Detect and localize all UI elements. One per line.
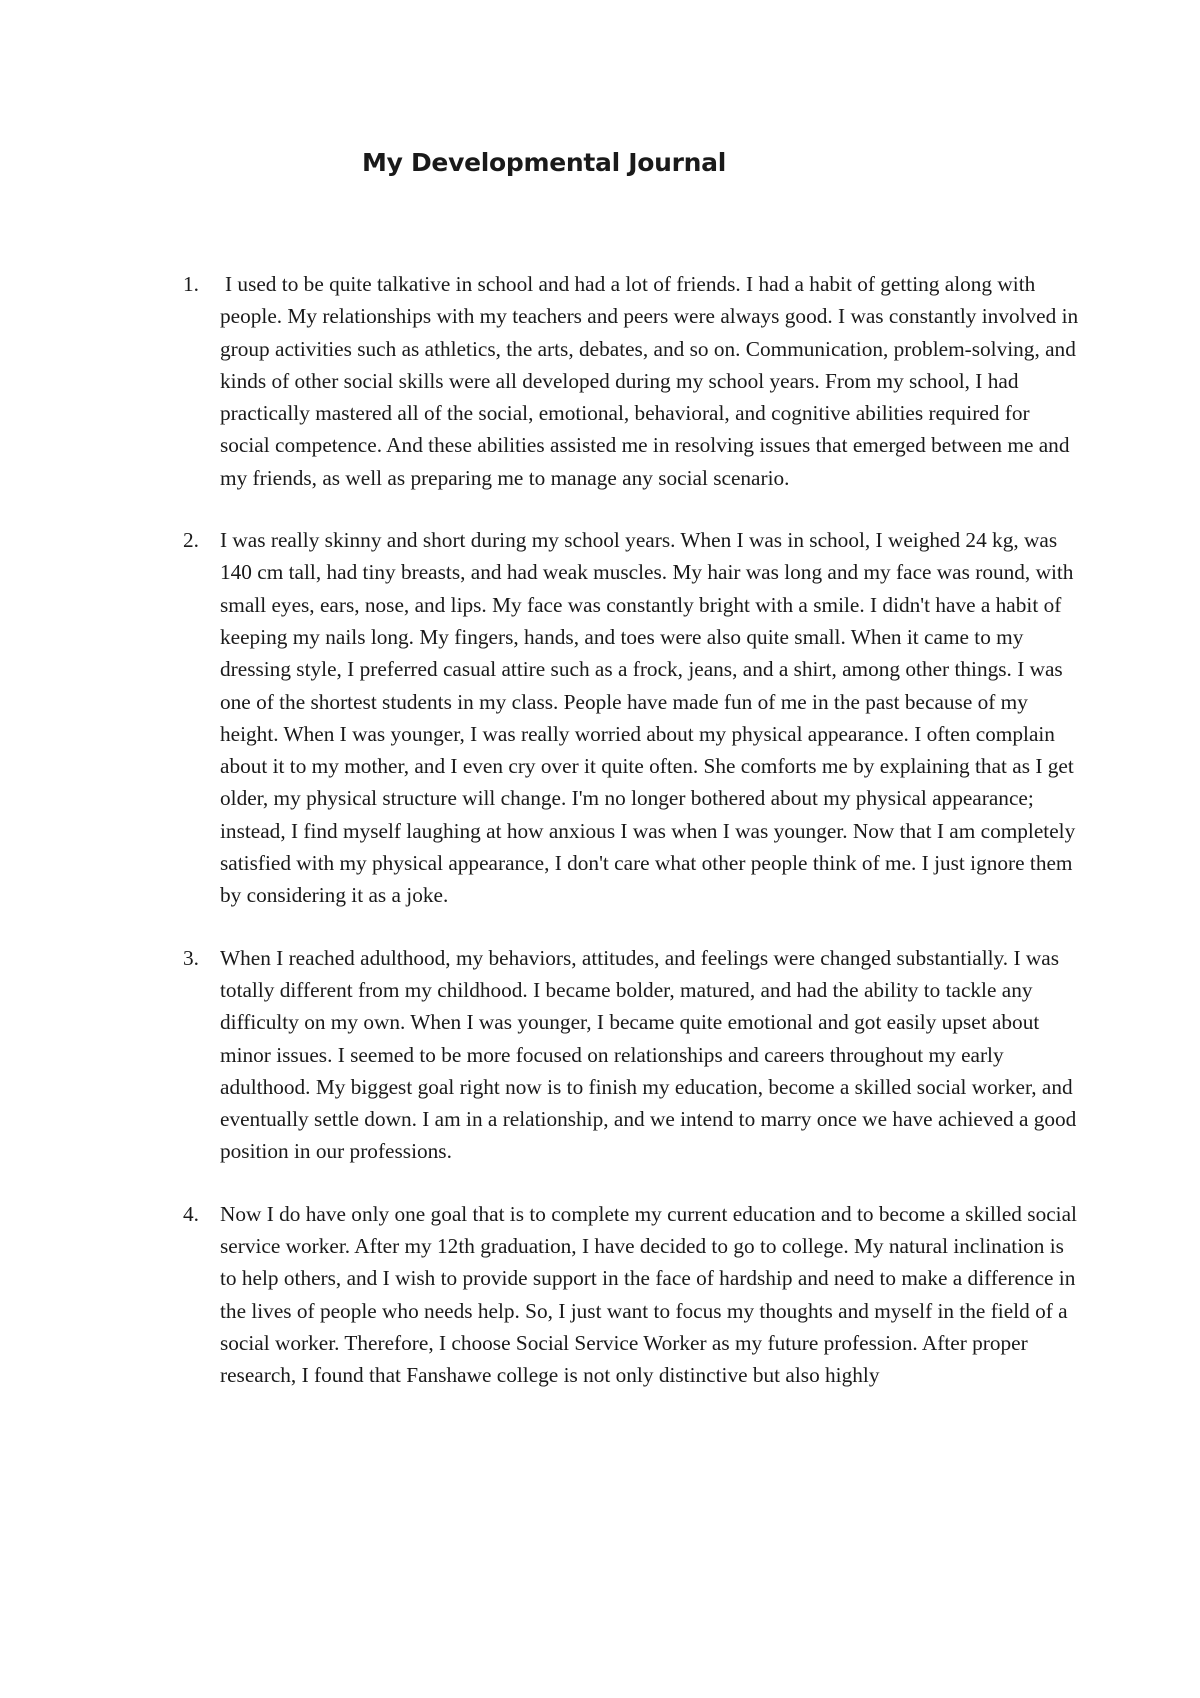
journal-entry-1 xyxy=(0,268,1080,494)
journal-entry-2 xyxy=(0,524,1080,912)
entry-text: Now I do have only one goal that is to complete my current education and to become a skilled social service worker. After my 12th graduation, I have decided to go to college. My natural inclination is to help others, and I wish to provide support in the face of hardship and need to make a difference in the lives of people who needs help. So, I just want to focus my thoughts and myself in the field of a social worker. Therefore, I choose Social Service Worker as my future profession. After proper research, I found that Fanshawe college is not only distinctive but also highly xyxy=(220,1201,1077,1388)
document-title: My Developmental Journal xyxy=(362,148,727,177)
entry-text: I used to be quite talkative in school and had a lot of friends. I had a habit of getting along with people. My relationships with my teachers and peers were always good. I was constantly involved in group activities such as athletics, the arts, debates, and so on. Communication, problem-solving, and kinds of other social skills were all developed during my school years. From my school, I had practically mastered all of the social, emotional, behavioral, and cognitive abilities required for social competence. And these abilities assisted me in resolving issues that emerged between me and my friends, as well as preparing me to manage any social scenario. xyxy=(220,272,1079,490)
entry-number: 1. xyxy=(183,272,199,296)
journal-entry-4 xyxy=(0,1198,1080,1392)
entry-text: When I reached adulthood, my behaviors, attitudes, and feelings were changed substantially. I was totally different from my childhood. I became bolder, matured, and had the ability to tackle any difficulty on my own. When I was younger, I became quite emotional and got easily upset about minor issues. I seemed to be more focused on relationships and careers throughout my early adulthood. My biggest goal right now is to finish my education, become a skilled social worker, and eventually settle down. I am in a relationship, and we intend to marry once we have achieved a good position in our professions. xyxy=(220,945,1077,1164)
journal-entry-3 xyxy=(0,942,1080,1168)
entry-number: 4. xyxy=(183,1201,199,1226)
journal-entries-list xyxy=(0,268,1200,1422)
entry-number: 3. xyxy=(183,945,199,970)
entry-text: I was really skinny and short during my school years. When I was in school, I weighed 24 kg, was 140 cm tall, had tiny breasts, and had weak muscles. My hair was long and my face was round, with small eyes, ears, nose, and lips. My face was constantly bright with a smile. I didn't have a habit of keeping my nails long. My fingers, hands, and toes were also quite small. When it came to my dressing style, I preferred casual attire such as a frock, jeans, and a shirt, among other things. I was one of the shortest students in my class. People have made fun of me in the past because of my height. When I was younger, I was really worried about my physical appearance. I often complain about it to my mother, and I even cry over it quite often. She comforts me by explaining that as I get older, my physical structure will change. I'm no longer bothered about my physical appearance; instead, I find myself laughing at how anxious I was when I was younger. Now that I am completely satisfied with my physical appearance, I don't care what other people think of me. I just ignore them by considering it as a joke. xyxy=(220,528,1076,908)
entry-number: 2. xyxy=(183,528,199,553)
